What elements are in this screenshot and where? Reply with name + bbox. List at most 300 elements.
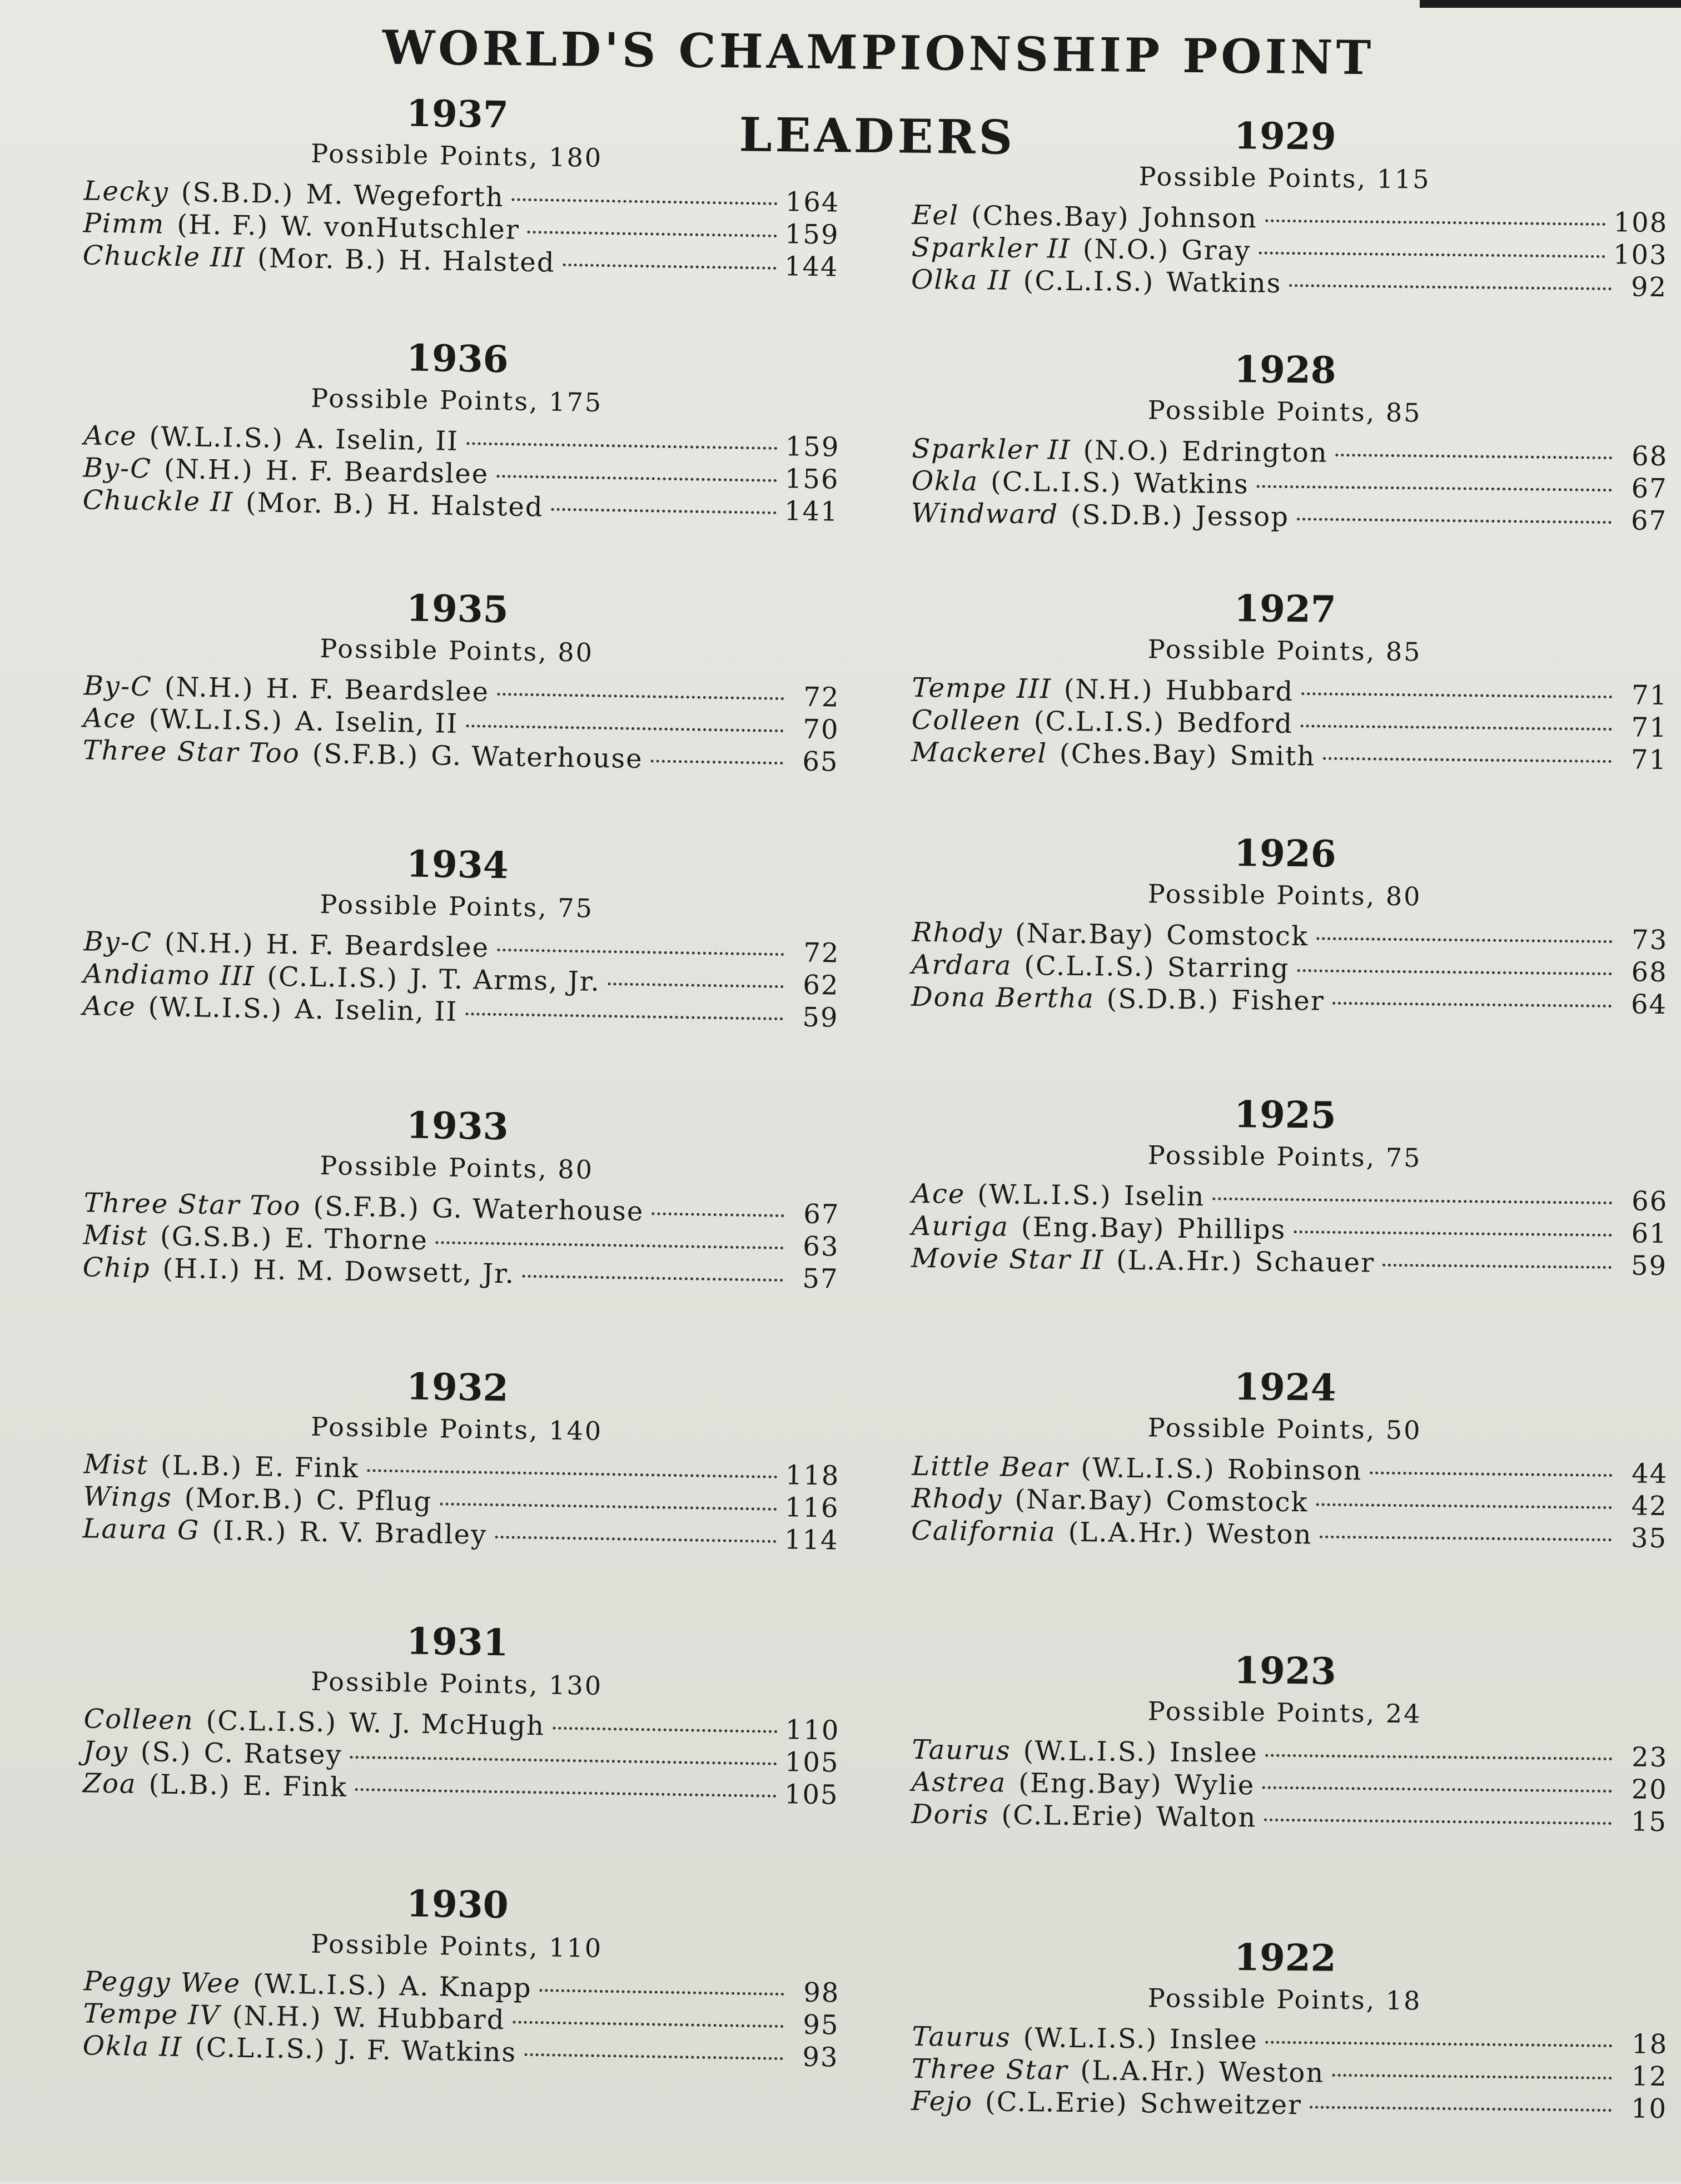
points-value: 15 <box>1630 1806 1668 1838</box>
club-code: (W.L.I.S.) <box>1023 2022 1158 2055</box>
year-heading: 1929 <box>1234 113 1337 158</box>
boat-name: Dona Bertha <box>911 981 1095 1015</box>
points-value: 61 <box>1631 1218 1668 1250</box>
boat-name: Laura G <box>82 1513 200 1546</box>
owner-name: Inslee <box>1169 1736 1259 1769</box>
club-code: (S.D.B.) <box>1070 499 1183 532</box>
club-code: (C.L.Erie) <box>1001 1799 1145 1833</box>
boat-name: Ace <box>912 1178 966 1210</box>
year-heading: 1926 <box>1234 831 1337 876</box>
points-value: 71 <box>1631 679 1668 712</box>
club-code: (H.I.) <box>162 1253 241 1285</box>
year-heading: 1924 <box>1234 1364 1337 1409</box>
year-heading: 1928 <box>1234 347 1337 392</box>
owner-name: Gray <box>1181 234 1251 267</box>
owner-name: Inslee <box>1169 2023 1259 2056</box>
points-value: 98 <box>803 1977 840 2009</box>
year-heading: 1927 <box>1234 586 1337 631</box>
club-code: (C.L.I.S.) <box>1023 265 1155 298</box>
boat-name: Colleen <box>83 1703 195 1736</box>
points-value: 114 <box>784 1524 839 1556</box>
owner-name: Johnson <box>1141 202 1258 235</box>
dot-leader <box>1301 692 1612 698</box>
points-value: 144 <box>784 251 839 283</box>
dot-leader <box>436 1241 784 1249</box>
dot-leader <box>551 508 777 514</box>
club-code: (C.L.I.S.) <box>206 1705 337 1739</box>
year-block-1931 <box>82 1614 842 1870</box>
points-value: 159 <box>785 431 840 463</box>
club-code: (G.S.B.) <box>160 1220 273 1254</box>
boat-name: Colleen <box>911 704 1022 737</box>
points-value: 44 <box>1631 1458 1668 1490</box>
owner-name: Watkins <box>1166 266 1282 299</box>
dot-leader <box>1294 1230 1612 1237</box>
boat-name: Joy <box>83 1735 129 1768</box>
points-value: 71 <box>1630 744 1668 776</box>
points-value: 42 <box>1631 1490 1668 1522</box>
club-code: (W.L.I.S.) <box>149 421 284 454</box>
boat-name: Chuckle II <box>82 484 234 518</box>
club-code: (N.H.) <box>232 2000 322 2033</box>
owner-name: H. F. Beardslee <box>265 455 489 490</box>
dot-leader <box>553 1727 778 1733</box>
club-code: (C.L.I.S.) <box>1023 950 1156 983</box>
points-value: 159 <box>784 219 839 251</box>
points-value: 67 <box>803 1198 840 1230</box>
owner-name: Fisher <box>1231 984 1325 1017</box>
dot-leader <box>367 1469 778 1478</box>
year-block-1925 <box>911 1089 1669 1341</box>
possible-points: Possible Points, 75 <box>1147 1140 1422 1173</box>
points-value: 35 <box>1630 1522 1668 1555</box>
owner-name: C. Ratsey <box>203 1737 343 1771</box>
owner-name: C. Pflug <box>316 1484 432 1518</box>
club-code: (S.D.B.) <box>1106 983 1220 1016</box>
owner-name: W. J. McHugh <box>349 1707 545 1742</box>
dot-leader <box>1264 1819 1612 1825</box>
dot-leader <box>1370 1472 1612 1477</box>
boat-name: Tempe IV <box>83 1998 221 2032</box>
boat-name: Eel <box>912 199 959 231</box>
dot-leader <box>355 1788 777 1798</box>
points-value: 73 <box>1631 924 1668 956</box>
points-value: 92 <box>1630 271 1668 304</box>
boat-name: Movie Star II <box>911 1242 1105 1276</box>
owner-name: Robinson <box>1227 1453 1362 1487</box>
owner-name: Jessop <box>1195 500 1290 533</box>
club-code: (L.A.Hr.) <box>1080 2055 1207 2088</box>
dot-leader <box>466 442 778 450</box>
dot-leader <box>1332 2074 1612 2079</box>
possible-points: Possible Points, 85 <box>1147 395 1422 428</box>
dot-leader <box>563 264 776 270</box>
points-value: 63 <box>802 1230 839 1263</box>
points-value: 141 <box>784 495 839 528</box>
points-value: 57 <box>802 1263 839 1295</box>
leader-list <box>911 199 1668 304</box>
year-heading: 1936 <box>406 336 509 381</box>
club-code: (W.L.I.S.) <box>148 703 284 737</box>
year-block-1929 <box>911 110 1669 363</box>
points-value: 72 <box>803 937 840 969</box>
dot-leader <box>1323 757 1612 763</box>
points-value: 116 <box>784 1492 839 1524</box>
boat-name: Rhody <box>911 1482 1003 1515</box>
points-value: 65 <box>802 746 839 778</box>
boat-name: Mist <box>83 1448 149 1481</box>
boat-name: By-C <box>83 670 153 703</box>
boat-name: Windward <box>911 497 1059 530</box>
club-code: (I.R.) <box>211 1515 287 1548</box>
club-code: (N.H.) <box>1063 673 1153 706</box>
points-value: 103 <box>1613 239 1668 271</box>
club-code: (Mor.B.) <box>184 1482 305 1516</box>
points-value: 68 <box>1631 956 1668 989</box>
points-value: 66 <box>1631 1185 1668 1218</box>
boat-name: Three Star <box>911 2053 1068 2086</box>
club-code: (Eng.Bay) <box>1018 1767 1162 1800</box>
points-value: 67 <box>1630 505 1668 537</box>
dot-leader <box>350 1756 777 1765</box>
boat-name: Ace <box>82 990 137 1022</box>
dot-leader <box>1382 1264 1612 1269</box>
boat-name: Three Star Too <box>83 1187 301 1222</box>
points-value: 10 <box>1630 2093 1668 2125</box>
dot-leader <box>1310 2106 1612 2112</box>
boat-name: Sparkler II <box>912 433 1071 466</box>
points-value: 105 <box>784 1779 839 1811</box>
boat-name: Chip <box>82 1252 151 1284</box>
year-heading: 1930 <box>406 1882 509 1927</box>
boat-name: Mackerel <box>911 736 1048 770</box>
club-code: (C.L.I.S.) <box>990 466 1122 499</box>
year-block-1935 <box>82 580 842 837</box>
dot-leader <box>651 1212 784 1217</box>
dot-leader <box>440 1502 777 1511</box>
owner-name: E. Thorne <box>284 1223 429 1257</box>
boat-name: Rhody <box>912 916 1003 949</box>
points-value: 108 <box>1613 207 1668 239</box>
boat-name: Olka II <box>911 264 1012 296</box>
club-code: (S.F.B.) <box>313 1190 420 1224</box>
dot-leader <box>1289 284 1612 290</box>
leader-list <box>82 175 840 283</box>
points-value: 71 <box>1631 712 1668 744</box>
dot-leader <box>512 198 778 205</box>
owner-name: H. M. Dowsett, Jr. <box>252 1254 515 1290</box>
club-code: (N.H.) <box>163 453 254 487</box>
owner-name: A. Iselin, II <box>295 423 459 457</box>
owner-name: Wylie <box>1174 1769 1255 1801</box>
dot-leader <box>1316 1503 1612 1509</box>
leader-list <box>82 1187 840 1295</box>
dot-leader <box>1266 1754 1613 1761</box>
page-title: WORLD'S CHAMPIONSHIP POINT LEADERS <box>382 19 1375 165</box>
year-heading: 1923 <box>1234 1648 1337 1693</box>
points-value: 62 <box>802 969 839 1001</box>
dot-leader <box>1297 969 1612 975</box>
club-code: (Nar.Bay) <box>1014 917 1155 951</box>
club-code: (S.F.B.) <box>312 738 419 771</box>
leader-list <box>82 925 840 1034</box>
year-heading: 1922 <box>1234 1935 1337 1980</box>
owner-name: H. Halsted <box>386 489 544 523</box>
year-block-1923 <box>911 1645 1669 1897</box>
dot-leader <box>1336 454 1613 459</box>
dot-leader <box>608 982 784 988</box>
owner-name: Weston <box>1206 1518 1312 1551</box>
dot-leader <box>539 1989 784 1996</box>
points-value: 70 <box>802 713 839 746</box>
club-code: (N.O.) <box>1082 234 1170 266</box>
boat-name: Pimm <box>83 207 165 240</box>
points-value: 59 <box>1630 1250 1668 1282</box>
year-block-1930 <box>82 1876 842 2132</box>
dot-leader <box>466 724 783 732</box>
leader-list <box>911 1450 1668 1555</box>
club-code: (L.A.Hr.) <box>1068 1516 1195 1550</box>
boat-name: Fejo <box>911 2085 973 2118</box>
boat-name: Sparkler II <box>911 231 1071 265</box>
leader-list <box>82 669 840 778</box>
leader-list <box>82 419 840 528</box>
points-value: 156 <box>784 463 839 495</box>
owner-name: G. Waterhouse <box>430 740 643 775</box>
dot-leader <box>495 1536 777 1543</box>
owner-name: Hubbard <box>1165 674 1294 708</box>
boat-name: Wings <box>83 1481 173 1513</box>
leader-list <box>911 916 1668 1021</box>
owner-name: Edrington <box>1181 435 1329 469</box>
club-code: (L.A.Hr.) <box>1116 1244 1243 1278</box>
dot-leader <box>1316 937 1612 944</box>
points-value: 20 <box>1631 1774 1668 1806</box>
club-code: (Mor. B.) <box>257 242 387 276</box>
top-edge-bar <box>1420 0 1681 8</box>
points-value: 164 <box>785 186 840 219</box>
possible-points: Possible Points, 140 <box>310 1411 603 1446</box>
possible-points: Possible Points, 175 <box>310 383 603 418</box>
owner-name: Starring <box>1167 951 1290 984</box>
leader-list <box>82 1448 840 1556</box>
owner-name: H. F. Beardslee <box>266 929 490 964</box>
club-code: (W.L.I.S.) <box>977 1179 1112 1212</box>
leader-list <box>911 433 1668 537</box>
dot-leader <box>1297 518 1612 524</box>
boat-name: Ardara <box>911 949 1012 981</box>
boat-name: Ace <box>83 420 137 452</box>
points-value: 64 <box>1630 989 1668 1021</box>
boat-name: California <box>911 1515 1056 1548</box>
points-value: 67 <box>1631 473 1668 505</box>
owner-name: Schauer <box>1255 1246 1375 1279</box>
points-value: 59 <box>802 1001 839 1034</box>
year-heading: 1934 <box>406 842 509 887</box>
points-value: 72 <box>803 681 840 713</box>
year-block-1937 <box>82 86 842 342</box>
boat-name: Taurus <box>912 2021 1011 2053</box>
boat-name: Auriga <box>911 1210 1009 1243</box>
points-value: 93 <box>802 2041 839 2073</box>
dot-leader <box>1320 1536 1612 1541</box>
owner-name: Comstock <box>1166 919 1309 952</box>
owner-name: Phillips <box>1177 1213 1286 1245</box>
boat-name: Three Star Too <box>82 734 301 770</box>
dot-leader <box>497 949 784 956</box>
club-code: (C.L.I.S.) <box>194 2032 326 2066</box>
owner-name: Walton <box>1156 1801 1257 1834</box>
dot-leader <box>650 760 783 765</box>
owner-name: A. Knapp <box>399 1970 532 2004</box>
points-value: 68 <box>1631 440 1668 473</box>
boat-name: Chuckle III <box>82 240 246 274</box>
possible-points: Possible Points, 24 <box>1147 1696 1422 1729</box>
year-block-1928 <box>911 344 1669 596</box>
possible-points: Possible Points, 18 <box>1147 1983 1422 2016</box>
possible-points: Possible Points, 180 <box>310 138 603 173</box>
dot-leader <box>1262 1786 1612 1793</box>
club-code: (C.L.Erie) <box>984 2086 1128 2119</box>
owner-name: G. Waterhouse <box>431 1193 644 1228</box>
club-code: (S.) <box>140 1736 192 1769</box>
boat-name: Andiamo III <box>83 958 255 992</box>
boat-name: By-C <box>83 452 152 485</box>
dot-leader <box>497 693 784 700</box>
dot-leader <box>1259 251 1605 258</box>
owner-name: E. Fink <box>254 1451 360 1485</box>
leader-list <box>911 1734 1668 1838</box>
year-heading: 1931 <box>406 1619 509 1665</box>
club-code: (N.H.) <box>164 927 255 960</box>
year-block-1927 <box>911 583 1669 835</box>
points-value: 118 <box>785 1460 840 1492</box>
owner-name: J. T. Arms, Jr. <box>410 963 601 997</box>
possible-points: Possible Points, 85 <box>1147 634 1422 667</box>
boat-name: Astrea <box>911 1766 1007 1799</box>
possible-points: Possible Points, 110 <box>310 1928 603 1963</box>
club-code: (W.L.I.S.) <box>1023 1735 1158 1768</box>
dot-leader <box>1257 485 1612 492</box>
points-value: 18 <box>1631 2028 1668 2061</box>
club-code: (Mor. B.) <box>245 487 375 520</box>
boat-name: Tempe III <box>912 672 1052 705</box>
owner-name: Weston <box>1219 2056 1325 2089</box>
leader-list <box>82 1965 840 2073</box>
owner-name: Smith <box>1230 739 1316 772</box>
owner-name: H. F. Beardslee <box>266 673 490 708</box>
owner-name: Bedford <box>1177 707 1294 740</box>
owner-name: Iselin <box>1123 1180 1205 1213</box>
owner-name: E. Fink <box>242 1770 348 1803</box>
club-code: (C.L.I.S.) <box>1033 706 1165 738</box>
club-code: (Ches.Bay) <box>1059 738 1218 771</box>
year-block-1924 <box>911 1361 1669 1614</box>
dot-leader <box>1301 724 1612 731</box>
boat-name: Okla II <box>82 2030 183 2063</box>
owner-name: Comstock <box>1166 1485 1309 1518</box>
year-heading: 1937 <box>406 91 509 137</box>
points-value: 23 <box>1631 1741 1668 1774</box>
boat-name: Peggy Wee <box>83 1965 241 1999</box>
year-block-1922 <box>911 1932 1669 2184</box>
year-heading: 1932 <box>406 1364 509 1410</box>
owner-name: A. Iselin, II <box>294 994 458 1028</box>
possible-points: Possible Points, 130 <box>310 1666 603 1701</box>
possible-points: Possible Points, 115 <box>1138 161 1431 195</box>
boat-name: By-C <box>83 926 153 959</box>
owner-name: A. Iselin, II <box>295 706 459 739</box>
club-code: (L.B.) <box>160 1450 243 1482</box>
boat-name: Taurus <box>912 1734 1011 1766</box>
club-code: (H. F.) <box>176 209 269 242</box>
boat-name: Okla <box>911 465 979 498</box>
owner-name: R. V. Bradley <box>299 1516 488 1551</box>
points-value: 95 <box>802 2009 839 2041</box>
dot-leader <box>513 2021 783 2028</box>
leader-list <box>911 672 1668 776</box>
boat-name: Mist <box>83 1219 148 1252</box>
dot-leader <box>528 231 777 237</box>
year-block-1933 <box>82 1098 842 1354</box>
year-heading: 1935 <box>406 586 509 632</box>
boat-name: Little Bear <box>912 1450 1069 1483</box>
club-code: (W.L.I.S.) <box>148 991 283 1025</box>
possible-points: Possible Points, 50 <box>1147 1412 1422 1446</box>
leader-list <box>911 2021 1668 2125</box>
points-value: 105 <box>784 1746 839 1779</box>
dot-leader <box>1265 220 1606 226</box>
boat-name: Ace <box>83 702 137 734</box>
club-code: (N.H.) <box>164 671 255 704</box>
dot-leader <box>1212 1198 1612 1205</box>
club-code: (W.L.I.S.) <box>1081 1452 1216 1485</box>
possible-points: Possible Points, 80 <box>319 633 594 668</box>
points-value: 12 <box>1631 2061 1668 2093</box>
dot-leader <box>524 2053 783 2060</box>
year-block-1932 <box>82 1359 842 1615</box>
dot-leader <box>1332 1002 1612 1007</box>
boat-name: Zoa <box>82 1768 137 1800</box>
owner-name: J. F. Watkins <box>337 2034 517 2068</box>
dot-leader <box>523 1275 783 1282</box>
owner-name: W. Hubbard <box>334 2002 505 2036</box>
year-heading: 1933 <box>406 1103 509 1149</box>
club-code: (Nar.Bay) <box>1014 1483 1154 1517</box>
club-code: (L.B.) <box>148 1769 231 1801</box>
points-value: 110 <box>785 1714 840 1746</box>
club-code: (Ches.Bay) <box>971 200 1130 233</box>
boat-name: Doris <box>911 1798 989 1831</box>
dot-leader <box>465 1012 783 1020</box>
club-code: (W.L.I.S.) <box>252 1968 387 2002</box>
leader-list <box>82 1702 840 1811</box>
owner-name: M. Wegeforth <box>305 178 505 214</box>
club-code: (C.L.I.S.) <box>267 961 399 995</box>
dot-leader <box>1266 2041 1613 2048</box>
club-code: (Eng.Bay) <box>1021 1211 1165 1244</box>
club-code: (N.O.) <box>1083 435 1170 467</box>
year-block-1936 <box>82 330 842 587</box>
owner-name: W. vonHutschler <box>280 210 520 246</box>
possible-points: Possible Points, 80 <box>1147 878 1422 912</box>
year-heading: 1925 <box>1234 1092 1337 1137</box>
owner-name: Schweitzer <box>1140 2088 1302 2121</box>
boat-name: Lecky <box>83 175 170 208</box>
club-code: (S.B.D.) <box>181 177 294 210</box>
possible-points: Possible Points, 80 <box>319 1150 594 1185</box>
owner-name: H. Halsted <box>398 245 555 279</box>
